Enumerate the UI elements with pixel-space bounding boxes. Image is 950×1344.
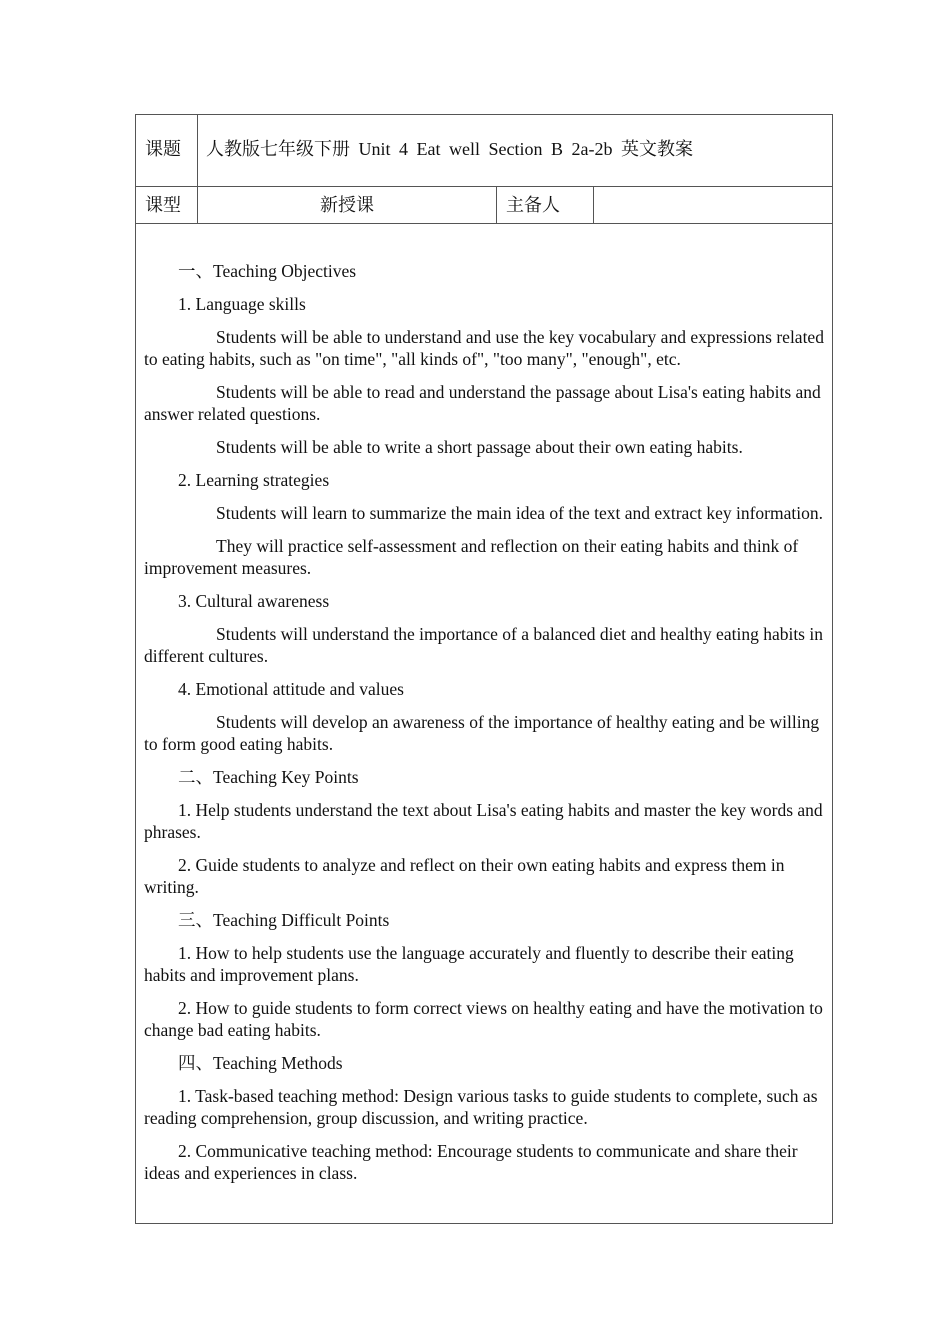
paragraph: 2. Guide students to analyze and reflect on their own eating habits and express them in writing. (144, 855, 785, 897)
lesson-type: 新授课 (198, 186, 497, 223)
paragraph: Students will learn to summarize the main idea of the text and extract key information. (216, 503, 823, 523)
paragraph: 1. Task-based teaching method: Design various tasks to guide students to complete, such as reading comprehension, group discussion, and writing practice. (144, 1086, 818, 1128)
section-title-difficult-points: 三、Teaching Difficult Points (178, 910, 390, 930)
paragraph: 2. How to guide students to form correct views on healthy eating and have the motivation to change bad eating habits. (144, 998, 823, 1040)
section-title-objectives: 一、Teaching Objectives (178, 261, 357, 281)
section-title-key-points: 二、Teaching Key Points (178, 767, 359, 787)
section-title-methods: 四、Teaching Methods (178, 1053, 343, 1073)
paragraph: They will practice self-assessment and reflection on their eating habits and think of improvement measures. (144, 536, 799, 578)
paragraph: 1. Help students understand the text about Lisa's eating habits and master the key words and phrases. (144, 800, 823, 842)
preparer-value (594, 186, 834, 223)
paragraph: Students will be able to read and understand the passage about Lisa's eating habits and answer related questions. (144, 382, 821, 424)
title-row (136, 115, 832, 187)
lesson-title: 人教版七年级下册 Unit 4 Eat well Section B 2a-2b 英文教案 (206, 139, 693, 159)
lesson-content (144, 260, 828, 1195)
subsection-language-skills: 1. Language skills (178, 294, 306, 314)
type-row (136, 186, 832, 224)
subsection-learning-strategies: 2. Learning strategies (178, 470, 330, 490)
lesson-plan-table (135, 114, 833, 1224)
subsection-cultural-awareness: 3. Cultural awareness (178, 591, 330, 611)
subsection-emotional-attitude: 4. Emotional attitude and values (178, 679, 404, 699)
paragraph: Students will be able to understand and use the key vocabulary and expressions related to eating habits, such as "on time", "all kinds of", "too many", "enough", etc. (144, 327, 824, 369)
preparer-label: 主备人 (497, 186, 594, 223)
paragraph: Students will develop an awareness of the importance of healthy eating and be willing to form good eating habits. (144, 712, 820, 754)
type-label: 课型 (136, 186, 198, 223)
paragraph: Students will understand the importance of a balanced diet and healthy eating habits in different cultures. (144, 624, 823, 666)
paragraph: 1. How to help students use the language accurately and fluently to describe their eating habits and improvement plans. (144, 943, 794, 985)
topic-label: 课题 (136, 115, 198, 186)
paragraph: Students will be able to write a short passage about their own eating habits. (216, 437, 743, 457)
paragraph: 2. Communicative teaching method: Encourage students to communicate and share their ideas and experiences in class. (144, 1141, 798, 1183)
